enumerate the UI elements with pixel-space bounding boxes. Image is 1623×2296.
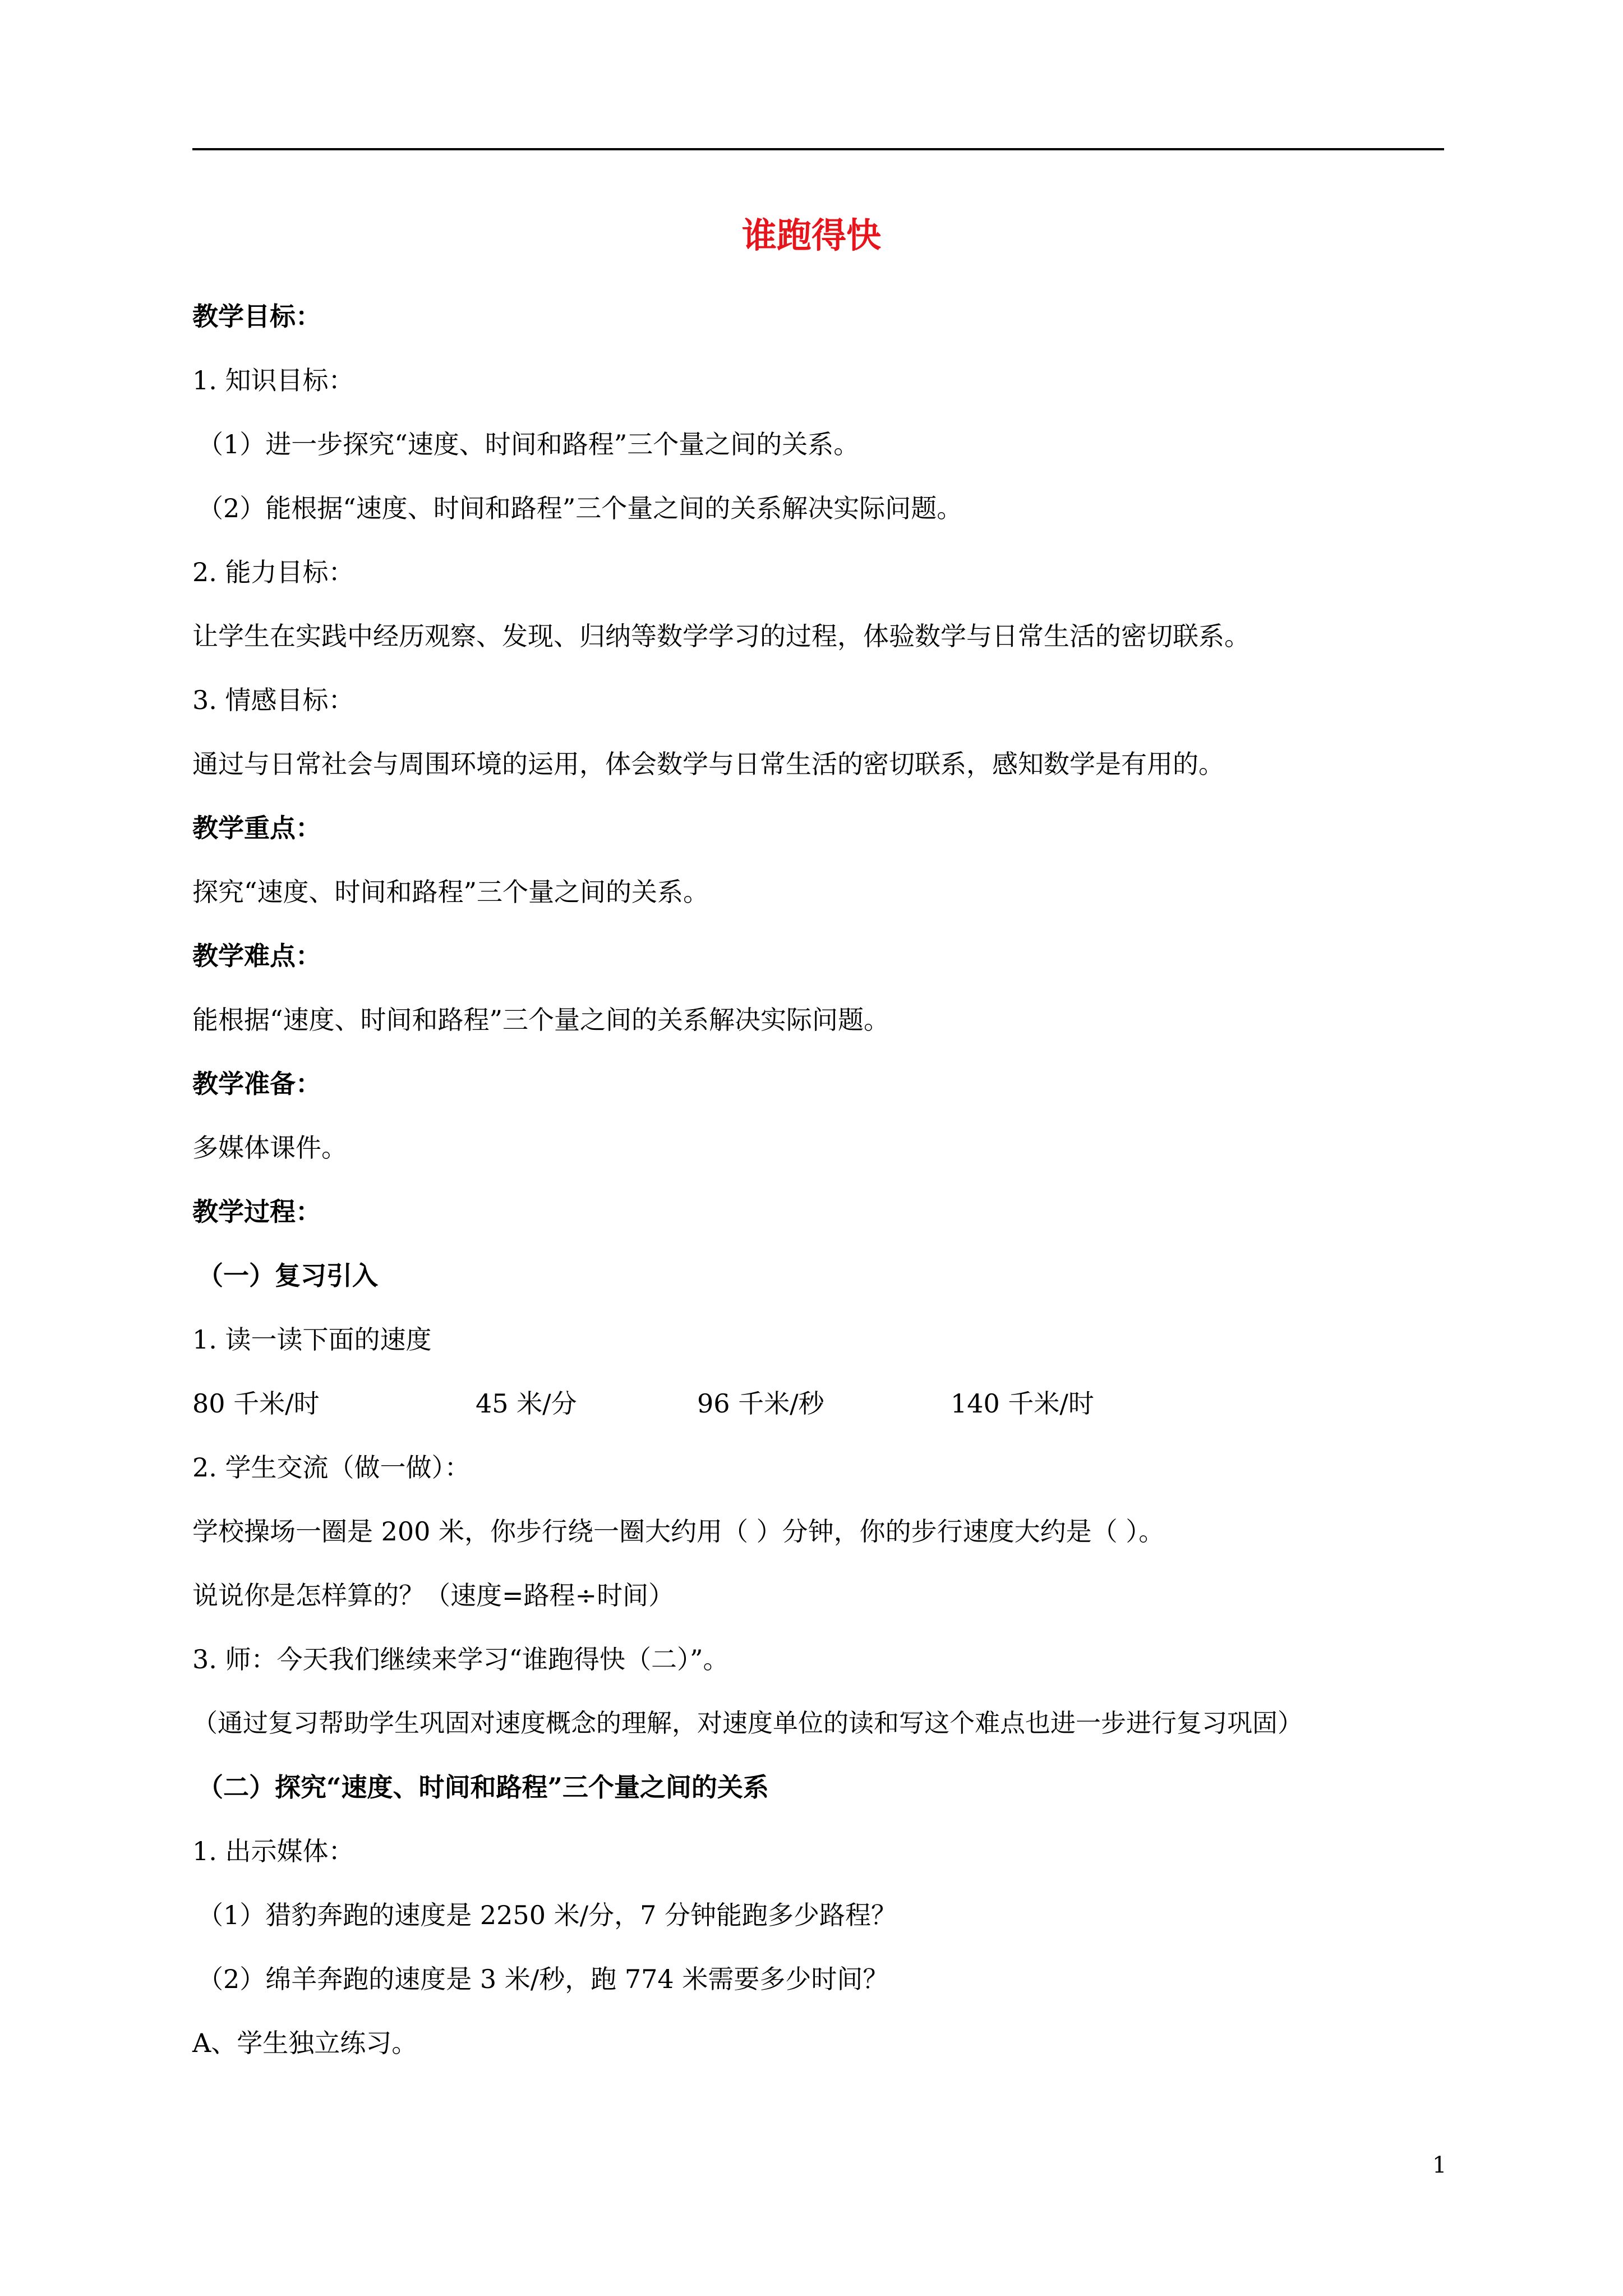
part-1-step-2-formula: 说说你是怎样算的？（速度=路程÷时间） xyxy=(192,1580,675,1611)
speed-item: 80 千米/时 xyxy=(192,1388,320,1419)
part-1-heading: （一）复习引入 xyxy=(197,1260,378,1291)
part-2-step-a: A、学生独立练习。 xyxy=(192,2028,418,2058)
heading-process: 教学过程： xyxy=(192,1197,321,1227)
header-rule xyxy=(192,148,1444,150)
heading-preparation: 教学准备： xyxy=(192,1069,321,1099)
heading-difficulty: 教学难点： xyxy=(192,941,321,971)
heading-key-point: 教学重点： xyxy=(192,813,321,843)
part-2-question-1: （1）猎豹奔跑的速度是 2250 米/分，7 分钟能跑多少路程？ xyxy=(197,1900,897,1930)
speed-item: 140 千米/时 xyxy=(951,1388,1094,1419)
goal-1-label: 1. 知识目标： xyxy=(192,365,354,395)
goal-3-label: 3. 情感目标： xyxy=(192,685,354,715)
goal-1-item-1: （1）进一步探究“速度、时间和路程”三个量之间的关系。 xyxy=(197,429,860,459)
goal-2-label: 2. 能力目标： xyxy=(192,557,354,587)
part-2-step-1: 1. 出示媒体： xyxy=(192,1836,354,1866)
goal-3-text: 通过与日常社会与周围环境的运用，体会数学与日常生活的密切联系，感知数学是有用的。 xyxy=(192,749,1224,779)
difficulty-text: 能根据“速度、时间和路程”三个量之间的关系解决实际问题。 xyxy=(192,1005,890,1035)
page-number: 1 xyxy=(1432,2152,1447,2178)
goal-2-text: 让学生在实践中经历观察、发现、归纳等数学学习的过程，体验数学与日常生活的密切联系。 xyxy=(192,621,1250,651)
part-1-step-1: 1. 读一读下面的速度 xyxy=(192,1324,432,1355)
document-title: 谁跑得快 xyxy=(741,215,881,256)
speed-list xyxy=(192,1387,1426,1420)
speed-item: 45 米/分 xyxy=(476,1388,577,1419)
preparation-text: 多媒体课件。 xyxy=(192,1133,347,1163)
part-1-step-3: 3. 师：今天我们继续来学习“谁跑得快（二）”。 xyxy=(192,1644,729,1674)
part-1-step-2: 2. 学生交流（做一做）： xyxy=(192,1452,471,1483)
part-1-step-2-question: 学校操场一圈是 200 米，你步行绕一圈大约用（ ）分钟，你的步行速度大约是（ ）。 xyxy=(192,1516,1165,1547)
heading-teaching-goals: 教学目标： xyxy=(192,301,321,332)
goal-1-item-2: （2）能根据“速度、时间和路程”三个量之间的关系解决实际问题。 xyxy=(197,493,963,523)
key-point-text: 探究“速度、时间和路程”三个量之间的关系。 xyxy=(192,877,709,907)
part-2-question-2: （2）绵羊奔跑的速度是 3 米/秒，跑 774 米需要多少时间？ xyxy=(197,1964,889,1994)
part-1-note: （通过复习帮助学生巩固对速度概念的理解，对速度单位的读和写这个难点也进一步进行复习巩固） xyxy=(192,1708,1303,1738)
speed-item: 96 千米/秒 xyxy=(697,1388,824,1419)
part-2-heading: （二）探究“速度、时间和路程”三个量之间的关系 xyxy=(197,1772,769,1802)
